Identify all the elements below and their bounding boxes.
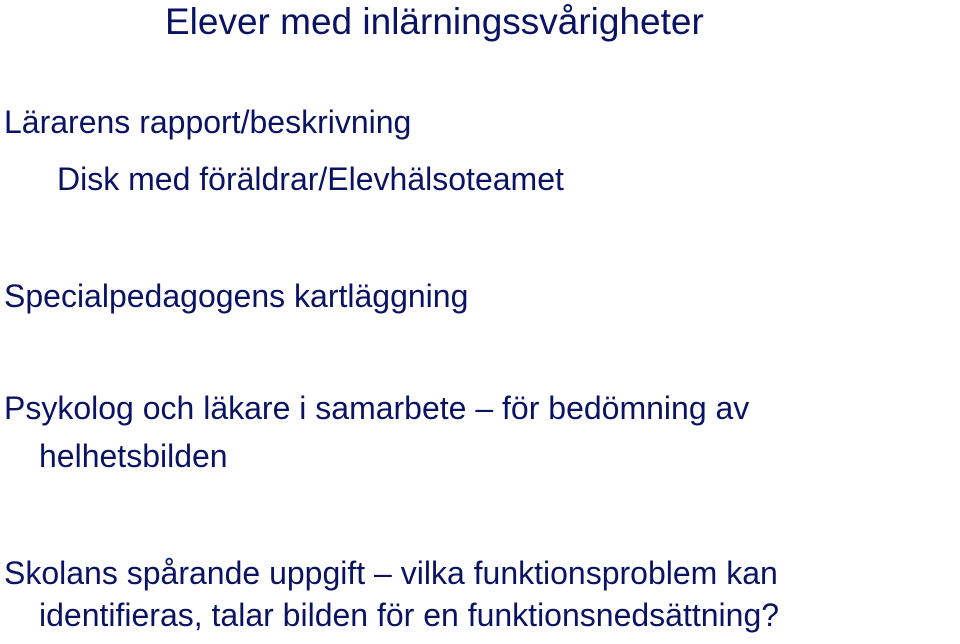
bullet-psychologist-line1: Psykolog och läkare i samarbete – för bedömning av xyxy=(4,390,750,426)
bullet-psychologist-line2: helhetsbilden xyxy=(39,438,228,474)
bullet-school-task-line2: identifieras, talar bilden för en funktionsnedsättning? xyxy=(39,597,780,633)
bullet-school-task-line1: Skolans spårande uppgift – vilka funktionsproblem kan xyxy=(4,555,778,591)
bullet-parent-discussion: Disk med föräldrar/Elevhälsoteamet xyxy=(57,161,564,197)
bullet-teacher-report: Lärarens rapport/beskrivning xyxy=(4,104,412,140)
bullet-special-educator-survey: Specialpedagogens kartläggning xyxy=(4,278,469,314)
slide-title: Elever med inlärningssvårigheter xyxy=(165,1,704,42)
